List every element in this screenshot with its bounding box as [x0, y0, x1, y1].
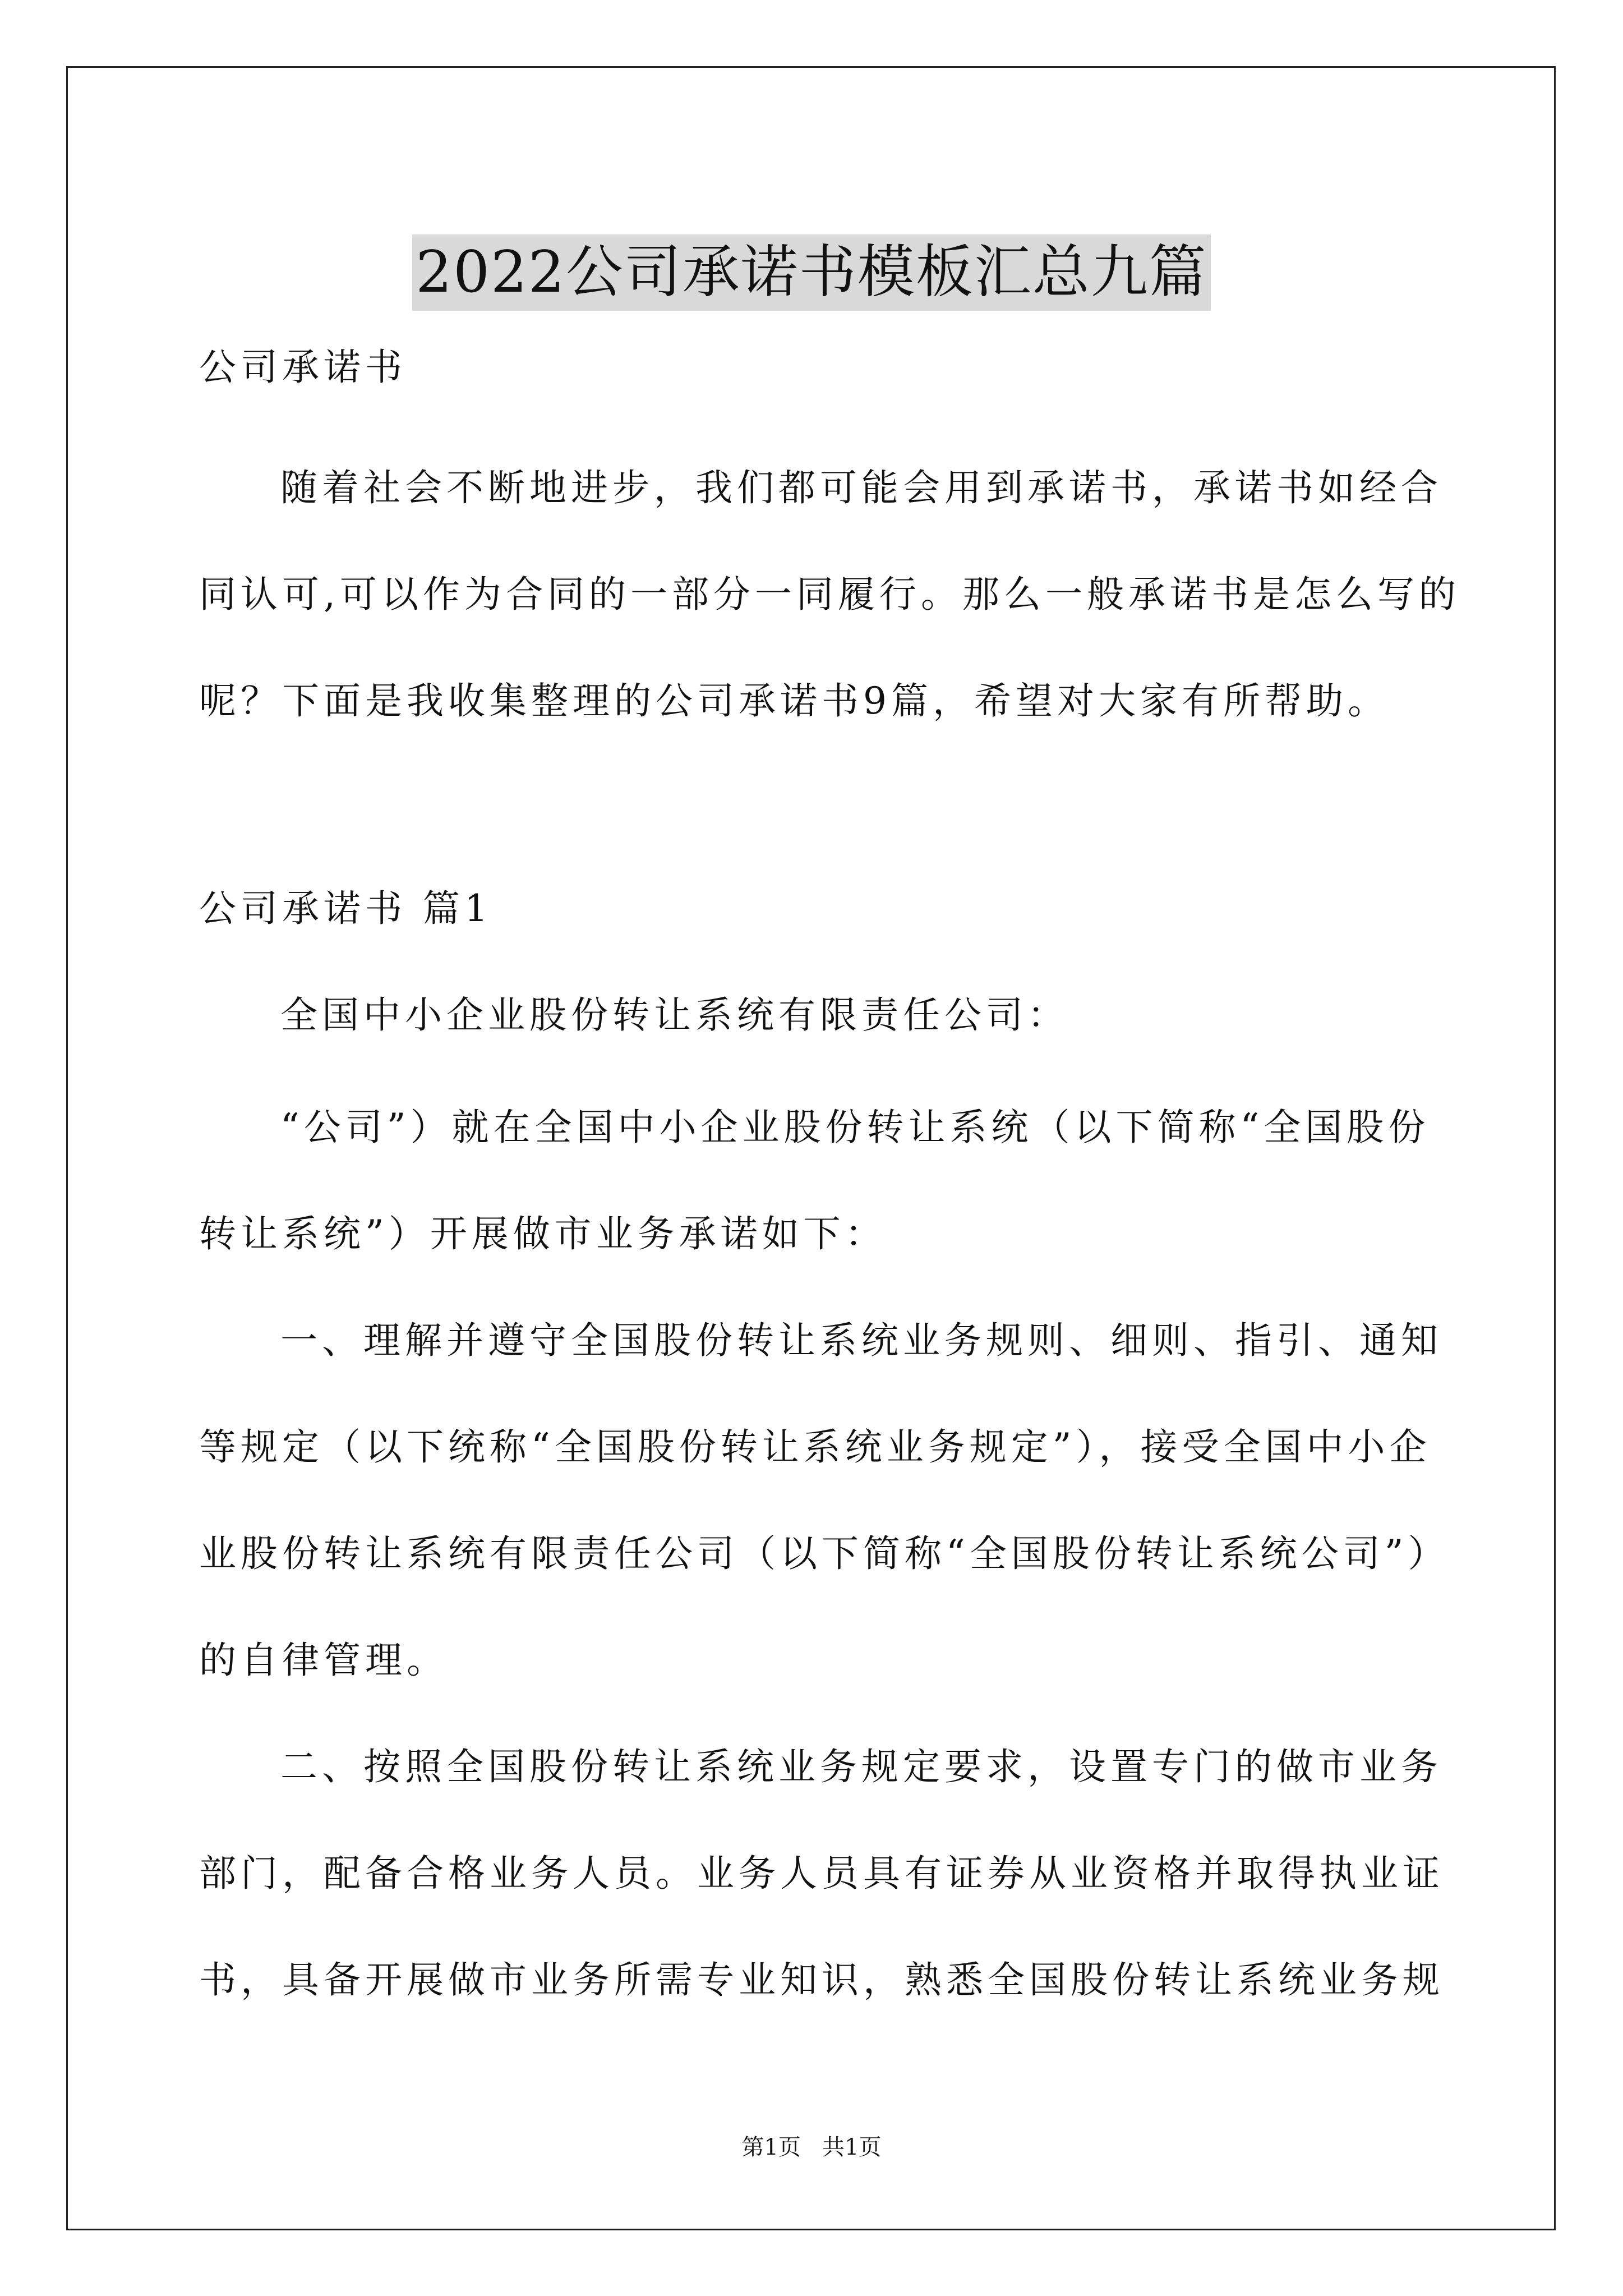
- paragraph-line: 呢？下面是我收集整理的公司承诺书9篇，希望对大家有所帮助。: [199, 679, 1389, 723]
- paragraph-line: 书，具备开展做市业务所需专业知识，熟悉全国股份转让系统业务规: [199, 1958, 1444, 2001]
- document-title: 2022公司承诺书模板汇总九篇: [412, 234, 1211, 311]
- section-heading: 公司承诺书 篇1: [199, 887, 492, 930]
- paragraph-line: 的自律管理。: [199, 1639, 448, 1682]
- paragraph-line: 随着社会不断地进步，我们都可能会用到承诺书，承诺书如经合: [280, 466, 1442, 509]
- title-container: [0, 196, 1623, 349]
- paragraph-line: 全国中小企业股份转让系统有限责任公司：: [280, 993, 1069, 1037]
- page-number: 第1页 共1页: [741, 2134, 882, 2160]
- paragraph-line: 二、按照全国股份转让系统业务规定要求，设置专门的做市业务: [280, 1745, 1442, 1788]
- paragraph-line: 部门，配备合格业务人员。业务人员具有证券从业资格并取得执业证: [199, 1852, 1444, 1895]
- paragraph-line: 同认可,可以作为合同的一部分一同履行。那么一般承诺书是怎么写的: [199, 573, 1460, 616]
- paragraph-line: 业股份转让系统有限责任公司（以下简称“全国股份转让系统公司”）: [199, 1532, 1450, 1575]
- section-heading: 公司承诺书: [199, 346, 407, 389]
- paragraph-line: 一、理解并遵守全国股份转让系统业务规则、细则、指引、通知: [280, 1319, 1442, 1362]
- paragraph-line: 转让系统”）开展做市业务承诺如下：: [199, 1212, 887, 1255]
- paragraph-line: “公司”）就在全国中小企业股份转让系统（以下简称“全国股份: [280, 1106, 1430, 1149]
- paragraph-line: 等规定（以下统称“全国股份转让系统业务规定”），接受全国中小企: [199, 1425, 1431, 1469]
